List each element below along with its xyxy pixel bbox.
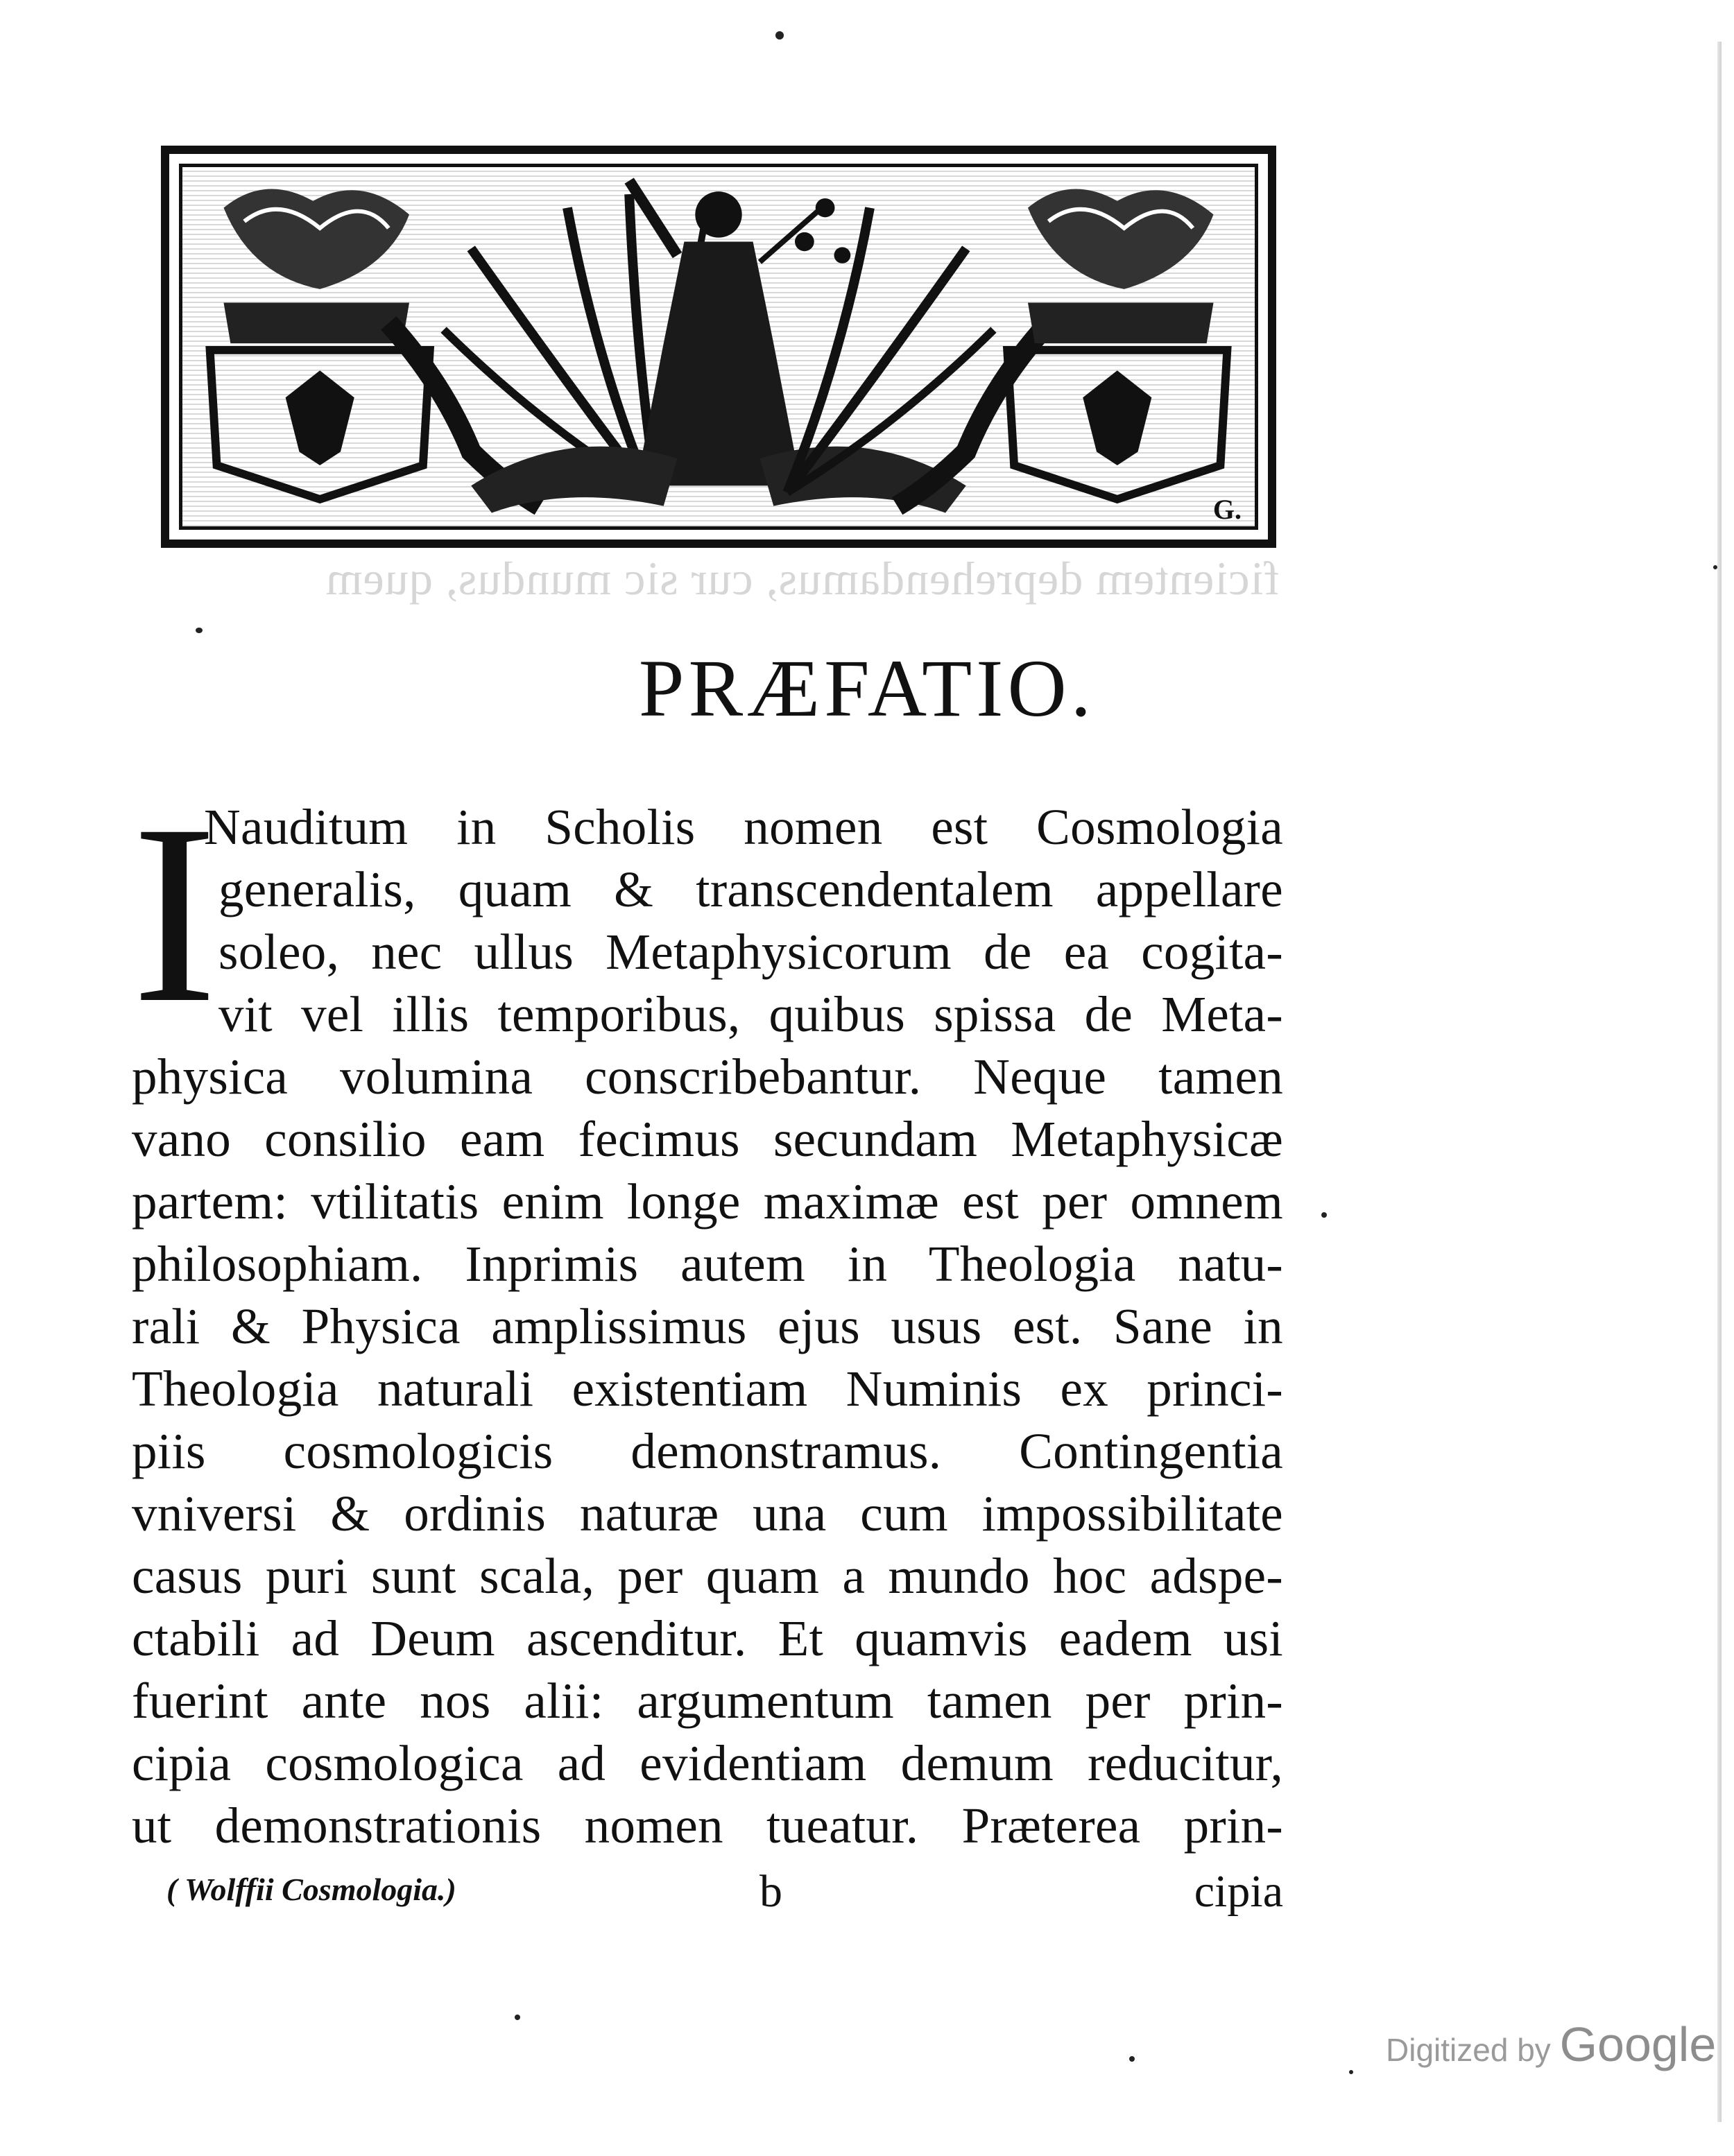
ink-speck xyxy=(1713,565,1717,569)
watermark-brand: Google xyxy=(1559,2017,1717,2071)
text-line: generalis, quam & transcendentalem appellare xyxy=(218,861,1283,917)
text-line: Theologia naturali existentiam Numinis ex princi- xyxy=(132,1361,1283,1417)
text-line: vniversi & ordinis naturæ una cum impossibilitate xyxy=(132,1485,1283,1542)
page-footer xyxy=(166,1865,1283,1921)
ink-speck xyxy=(1129,2056,1135,2062)
ink-speck xyxy=(1321,1212,1327,1218)
ink-speck xyxy=(1349,2070,1353,2074)
text-line: vano consilio eam fecimus secundam Metaphysicæ xyxy=(132,1111,1283,1167)
woodcut-headpiece xyxy=(161,146,1276,548)
text-line: rali & Physica amplissimus ejus usus est. Sane in xyxy=(132,1298,1283,1354)
digitized-watermark xyxy=(1386,2017,1716,2072)
text-line: vit vel illis temporibus, quibus spissa de Meta- xyxy=(218,986,1283,1042)
ink-speck xyxy=(515,2015,520,2020)
text-line: ut demonstrationis nomen tueatur. Præterea prin- xyxy=(132,1797,1283,1854)
text-line: casus puri sunt scala, per quam a mundo hoc adspe- xyxy=(132,1548,1283,1604)
text-line: Nauditum in Scholis nomen est Cosmologia xyxy=(204,799,1283,855)
page-edge xyxy=(1717,42,1722,2122)
ink-speck xyxy=(775,31,784,40)
watermark-prefix: Digitized by xyxy=(1386,2032,1551,2068)
engraver-initial: G. xyxy=(1212,494,1242,525)
text-line: ctabili ad Deum ascenditur. Et quamvis eadem usi xyxy=(132,1610,1283,1666)
signature-mark: b xyxy=(759,1866,782,1917)
text-line: physica volumina conscribebantur. Neque tamen xyxy=(132,1049,1283,1105)
bleed-through-text: ficientem deprehendamus, cur sic mundus, quem xyxy=(325,552,1280,605)
ink-speck xyxy=(196,628,203,633)
catchword: cipia xyxy=(1194,1866,1283,1917)
text-line: fuerint ante nos alii: argumentum tamen per prin- xyxy=(132,1673,1283,1729)
woodcut-ornament-icon xyxy=(179,164,1258,530)
text-line: partem: vtilitatis enim longe maximæ est per omnem xyxy=(132,1173,1283,1230)
text-line: piis cosmologicis demonstramus. Contingentia xyxy=(132,1423,1283,1479)
page-title: PRÆFATIO. xyxy=(638,643,1096,734)
text-line: philosophiam. Inprimis autem in Theologia natu- xyxy=(132,1236,1283,1292)
body-text xyxy=(132,772,1283,1857)
text-line: soleo, nec ullus Metaphysicorum de ea cogita- xyxy=(218,924,1283,980)
woodcut-ornament-drawing xyxy=(182,167,1255,526)
running-title: ( Wolffii Cosmologia.) xyxy=(166,1872,456,1907)
drop-cap: I xyxy=(132,772,218,1056)
text-line: cipia cosmologica ad evidentiam demum reducitur, xyxy=(132,1735,1283,1791)
